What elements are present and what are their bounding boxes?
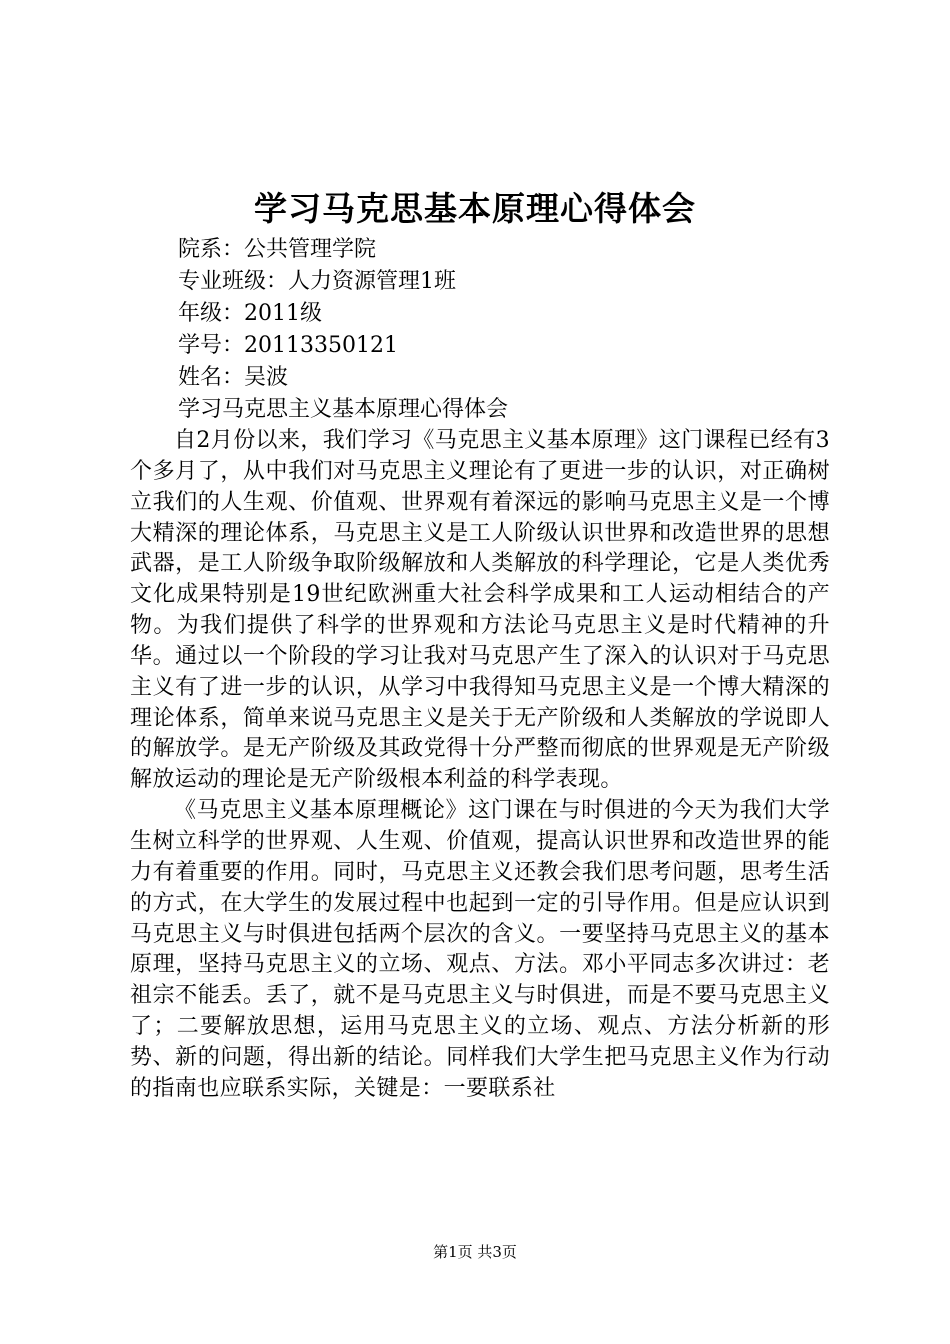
student-id-line: 学号：20113350121: [178, 333, 398, 358]
document-body: [130, 426, 830, 1105]
class-line: 专业班级：人力资源管理1班: [178, 269, 456, 294]
page-title: 学习马克思基本原理心得体会: [254, 189, 696, 228]
paragraph-1: 自2月份以来，我们学习《马克思主义基本原理》这门课程已经有3个多月了，从中我们对马克思主义理论有了更进一步的认识，对正确树立我们的人生观、价值观、世界观有着深远的影响马克思主义是一个博大精深的理论体系，马克思主义是工人阶级认识世界和改造世界的思想武器，是工人阶级争取阶级解放和人类解放的科学理论，它是人类优秀文化成果特别是19世纪欧洲重大社会科学成果和工人运动相结合的产物。为我们提供了科学的世界观和方法论马克思主义是时代精神的升华。通过以一个阶段的学习让我对马克思产生了深入的认识对于马克思主义有了进一步的认识，从学习中我得知马克思主义是一个博大精深的理论体系，简单来说马克思主义是关于无产阶级和人类解放的学说即人的解放学。是无产阶级及其政党得十分严整而彻底的世界观是无产阶级解放运动的理论是无产阶级根本利益的科学表现。: [130, 428, 830, 793]
department-line: 院系：公共管理学院: [178, 237, 377, 262]
paragraph-2: 《马克思主义基本原理概论》这门课在与时俱进的今天为我们大学生树立科学的世界观、人生观、价值观，提高认识世界和改造世界的能力有着重要的作用。同时，马克思主义还教会我们思考问题，思考生活的方式，在大学生的发展过程中也起到一定的引导作用。但是应认识到马克思主义与时俱进包括两个层次的含义。一要坚持马克思主义的基本原理，坚持马克思主义的立场、观点、方法。邓小平同志多次讲过：老祖宗不能丢。丢了，就不是马克思主义与时俱进，而是不要马克思主义了；二要解放思想，运用马克思主义的立场、观点、方法分析新的形势、新的问题，得出新的结论。同样我们大学生把马克思主义作为行动的指南也应联系实际，关键是：一要联系社: [130, 798, 830, 1101]
subtitle-line: 学习马克思主义基本原理心得体会: [178, 397, 509, 422]
document-meta: [178, 234, 838, 426]
grade-line: 年级：2011级: [178, 301, 322, 326]
page-footer: 第1页 共3页: [433, 1243, 517, 1261]
name-line: 姓名：吴波: [178, 365, 289, 390]
